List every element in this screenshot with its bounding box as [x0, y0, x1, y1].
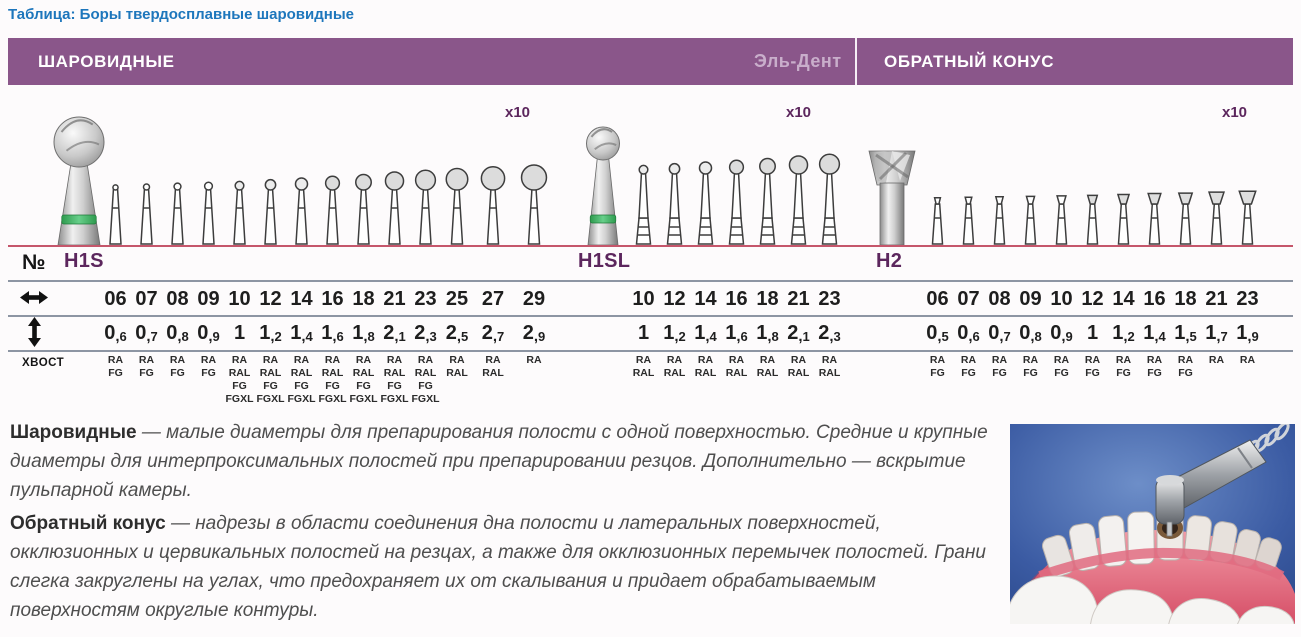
diameter-value: 21 [787, 288, 810, 310]
diameter-value: 18 [756, 288, 779, 310]
description-body: — малые диаметры для препарирования полости с одной поверхностью. Средние и крупные диаметры для интерпроксимальных полостей при препарировании резцов. Дополнительно — вскрытие пульпарной камеры. [10, 422, 988, 501]
length-value: 0,7 [988, 322, 1011, 345]
shank-tags: RA FG [991, 354, 1008, 379]
bur-drawing [690, 157, 721, 245]
diameter-value: 06 [104, 288, 127, 310]
diameter-value: 12 [259, 288, 282, 310]
description-lead: Шаровидные [10, 422, 137, 443]
shank-tags: RA RAL FG FGXL [318, 354, 347, 405]
bur-drawing [410, 165, 441, 245]
bur-drawing [441, 163, 473, 245]
length-value: 1,9 [1236, 322, 1259, 345]
length-value: 0,6 [104, 322, 127, 345]
length-value: 2,3 [818, 322, 841, 345]
length-value: 0,6 [957, 322, 980, 345]
length-value: 1,5 [1174, 322, 1197, 345]
shank-tags: RA RAL [694, 354, 717, 379]
description-body: — надрезы в области соединения дна полости и латеральных поверхностей, окклюзионных и цервикальных полостей на резцах, а также для окклюзионных перемычек полостей. Грани слегка закруглены на углах, что предохраняет их от скалывания и придает обрабатываемым поверхностям округлые контуры. [10, 513, 986, 621]
length-value: 2,1 [787, 322, 810, 345]
length-value: 0,8 [1019, 322, 1042, 345]
shank-tags: RA RAL FG FGXL [256, 354, 285, 405]
bur-drawing [984, 194, 1015, 245]
bur-drawing [513, 160, 555, 245]
row-divider [8, 315, 1293, 317]
diameter-value: 14 [1112, 288, 1135, 310]
bur-drawing [255, 175, 286, 245]
length-value: 2,1 [383, 322, 406, 345]
bur-drawing [814, 149, 845, 245]
diameter-value: 10 [1050, 288, 1073, 310]
diameter-value: 10 [632, 288, 655, 310]
bur-drawing [1201, 189, 1232, 245]
length-value: 2,5 [445, 322, 469, 345]
shank-tags: RA FG [1146, 354, 1163, 379]
multiplier-label: x10 [786, 104, 812, 121]
length-value: 1,4 [694, 322, 717, 345]
diameter-value: 09 [197, 288, 220, 310]
bur-drawing [224, 176, 255, 245]
length-value: 1,6 [725, 322, 748, 345]
length-value: 1,4 [290, 322, 313, 345]
bur-drawing [752, 154, 783, 245]
tooth-drilling-photo [1010, 424, 1295, 624]
page-title[interactable]: Таблица: Боры твердосплавные шаровидные [8, 6, 354, 23]
bur-photo-H1SL [581, 125, 625, 250]
diameter-value: 07 [957, 288, 980, 310]
diameter-value: 10 [228, 288, 251, 310]
bur-drawing [1170, 190, 1201, 245]
shank-tags: RA RAL FG FGXL [287, 354, 316, 405]
bur-drawing [193, 177, 224, 245]
description-inverted-cone [10, 509, 1002, 625]
shank-tags: RA FG [169, 354, 186, 379]
group-code: H1SL [578, 250, 631, 272]
diameter-value: 23 [818, 288, 841, 310]
length-value: 1 [637, 322, 650, 344]
diameter-value: 27 [481, 288, 505, 310]
bur-photo-H2 [866, 147, 918, 250]
baseline-rule [8, 245, 1293, 247]
diameter-value: 18 [352, 288, 375, 310]
bur-drawing [1108, 191, 1139, 245]
brand-logo: Эль-Дент [754, 51, 842, 71]
diameter-value: 14 [694, 288, 717, 310]
diameter-value: 12 [1081, 288, 1104, 310]
bur-drawing [1015, 193, 1046, 245]
shank-tags: RA FG [1084, 354, 1101, 379]
length-value: 1,8 [756, 322, 779, 345]
shank-tags: RA FG [1053, 354, 1070, 379]
diameter-value: 29 [522, 288, 546, 310]
shank-tags: RA [1239, 354, 1256, 366]
length-value: 2,3 [414, 322, 437, 345]
shank-tags: RA RAL [663, 354, 686, 379]
bur-drawing [1046, 193, 1077, 245]
row-divider [8, 350, 1293, 352]
description-round [10, 418, 1002, 505]
diameter-value: 06 [926, 288, 949, 310]
diameter-value: 16 [725, 288, 748, 310]
left-right-arrow-icon [20, 290, 48, 305]
length-value: 0,7 [135, 322, 158, 345]
diameter-value: 16 [321, 288, 344, 310]
length-value: 0,9 [1050, 322, 1073, 345]
shank-tags: RA RAL [632, 354, 655, 379]
diameter-value: 23 [1236, 288, 1259, 310]
diameter-value: 07 [135, 288, 158, 310]
length-value: 1 [233, 322, 246, 344]
shank-tags: RA FG [138, 354, 155, 379]
length-value: 0,5 [926, 322, 949, 345]
bur-shaft [1167, 522, 1172, 536]
shank-tags: RA FG [929, 354, 946, 379]
length-value: 1,6 [321, 322, 344, 345]
shank-tags: RA RAL FG FGXL [411, 354, 440, 405]
section-label-inverted-cone: ОБРАТНЫЙ КОНУС [884, 52, 1055, 71]
bur-drawing [1232, 188, 1263, 245]
shank-tags: RA FG [1177, 354, 1194, 379]
description-lead: Обратный конус [10, 513, 166, 534]
section-header-bar [8, 38, 1293, 85]
length-value: 1,7 [1205, 322, 1228, 345]
diameter-value: 21 [383, 288, 406, 310]
shank-tags: RA RAL [482, 354, 504, 379]
bur-photo-H1S [50, 115, 108, 250]
bur-drawing [348, 170, 379, 245]
shank-tags: RA FG [1022, 354, 1039, 379]
bur-drawing [1139, 191, 1170, 245]
multiplier-label: x10 [1222, 104, 1248, 121]
bur-drawing [131, 179, 162, 245]
bur-drawing [1077, 192, 1108, 245]
bur-drawing [659, 159, 690, 245]
bur-drawing [473, 162, 513, 245]
length-value: 0,9 [197, 322, 220, 345]
shank-tags: RA RAL FG FGXL [225, 354, 254, 405]
bur-drawing [721, 155, 752, 245]
shank-tags: RA RAL [818, 354, 841, 379]
length-value: 2,9 [522, 322, 546, 345]
length-value: 1 [1086, 322, 1099, 344]
diameter-value: 18 [1174, 288, 1197, 310]
group-code: H1S [64, 250, 104, 272]
shank-tags: RA RAL [756, 354, 779, 379]
length-value: 1,4 [1143, 322, 1166, 345]
multiplier-label: x10 [505, 104, 531, 121]
row-label-number: № [22, 251, 46, 274]
shank-tags: RA RAL FG FGXL [349, 354, 378, 405]
shank-tags: RA FG [960, 354, 977, 379]
shank-tags: RA FG [107, 354, 124, 379]
bur-drawing [317, 171, 348, 245]
group-code: H2 [876, 250, 903, 272]
bur-drawing [162, 178, 193, 245]
bur-drawing [628, 160, 659, 245]
length-value: 0,8 [166, 322, 189, 345]
shank-tags: RA RAL [446, 354, 468, 379]
diameter-value: 16 [1143, 288, 1166, 310]
length-value: 2,7 [481, 322, 505, 345]
diameter-value: 14 [290, 288, 313, 310]
bur-drawing [953, 194, 984, 245]
length-value: 1,8 [352, 322, 375, 345]
length-value: 1,2 [663, 322, 686, 345]
shank-tags: RA FG [200, 354, 217, 379]
bur-drawing [783, 151, 814, 245]
shank-tags: RA RAL [725, 354, 748, 379]
shank-tags: RA FG [1115, 354, 1132, 379]
header-divider [855, 38, 857, 85]
up-down-arrow-icon [27, 317, 42, 347]
diameter-value: 12 [663, 288, 686, 310]
shank-tags: RA RAL FG FGXL [380, 354, 409, 405]
shank-tags: RA [1208, 354, 1225, 366]
diameter-value: 08 [166, 288, 189, 310]
diameter-value: 09 [1019, 288, 1042, 310]
section-label-round: ШАРОВИДНЫЕ [38, 52, 175, 71]
diameter-value: 21 [1205, 288, 1228, 310]
row-label-shank: ХВОСТ [22, 357, 65, 369]
row-divider [8, 280, 1293, 282]
diameter-value: 25 [445, 288, 469, 310]
length-value: 1,2 [1112, 322, 1135, 345]
length-value: 1,2 [259, 322, 282, 345]
shank-tags: RA [526, 354, 542, 366]
bur-drawing [922, 195, 953, 245]
shank-tags: RA RAL [787, 354, 810, 379]
diameter-value: 23 [414, 288, 437, 310]
bur-drawing [286, 173, 317, 245]
bur-drawing [379, 167, 410, 245]
diameter-value: 08 [988, 288, 1011, 310]
